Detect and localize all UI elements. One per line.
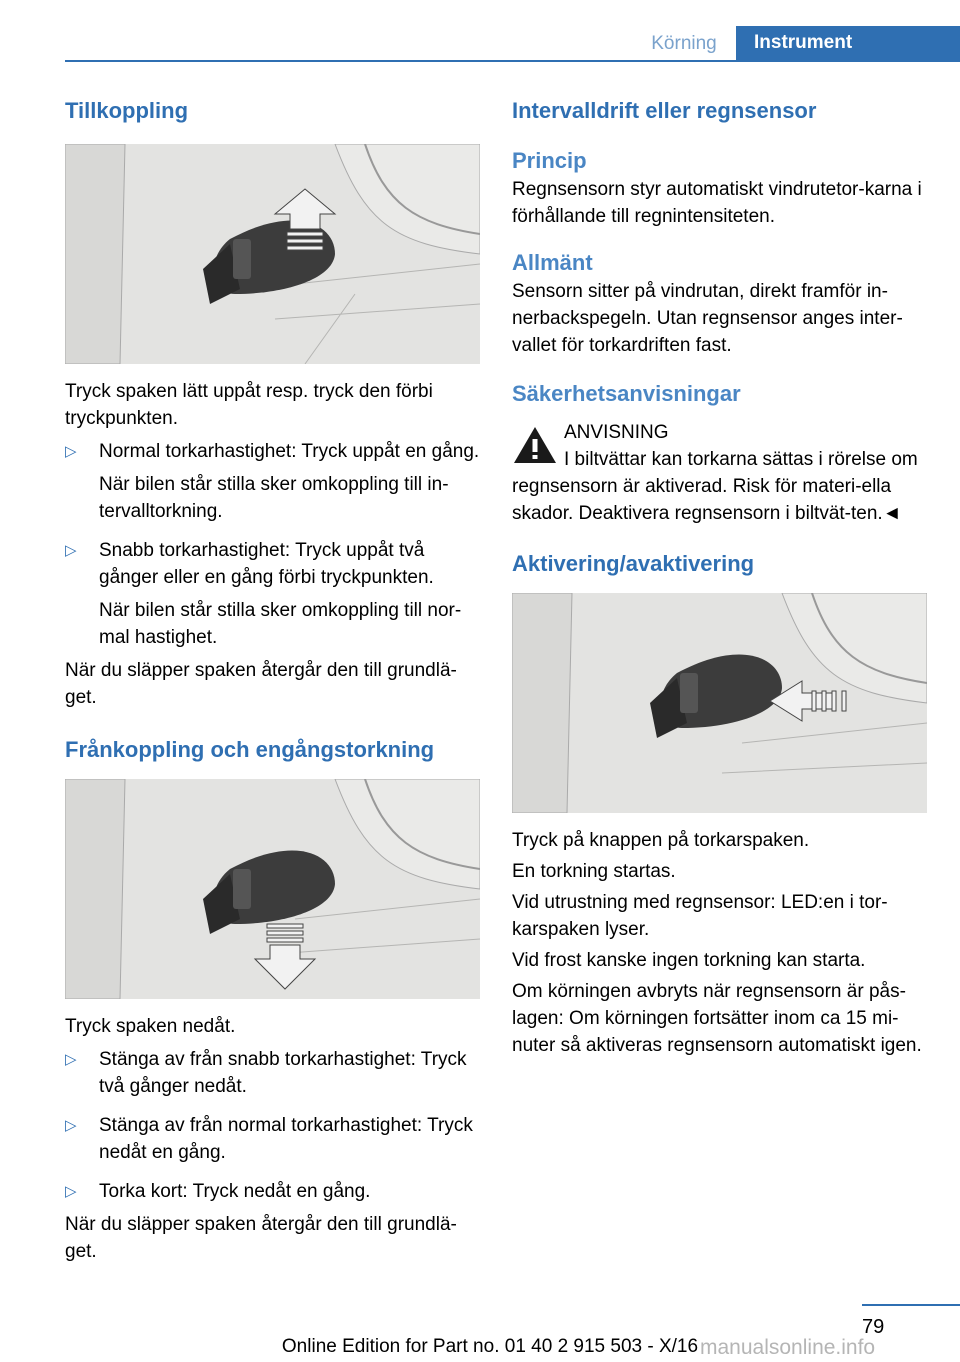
page-number: 79 — [862, 1316, 885, 1338]
page-header — [0, 0, 960, 62]
wiper-lever-down-illustration — [65, 779, 480, 999]
heading-aktivering: Aktivering/avaktivering — [512, 551, 755, 576]
heading-sakerhet: Säkerhetsanvisningar — [512, 381, 741, 406]
text-princip: Regnsensorn styr automatiskt vindrutetor-karna i förhållande till regnintensiteten. — [512, 179, 922, 227]
list-item-text: Stänga av från snabb torkarhastighet: Tryck två gånger nedåt. — [99, 1049, 467, 1097]
header-rule — [65, 60, 960, 62]
left-column — [65, 96, 483, 1265]
outro-frankoppling: När du släpper spaken återgår den till grundlä-get. — [65, 1214, 457, 1262]
triangle-right-icon: ▷ — [65, 1051, 77, 1068]
right-column — [512, 96, 930, 1059]
tab-instrument[interactable]: Instrument — [736, 26, 960, 60]
list-item-text: Normal torkarhastighet: Tryck uppåt en gång. — [99, 441, 480, 462]
wiper-button-illustration — [512, 593, 927, 813]
list-item — [65, 438, 483, 525]
heading-intervalldrift: Intervalldrift eller regnsensor — [512, 98, 817, 123]
warning-triangle-icon — [512, 425, 558, 465]
list-item — [65, 1112, 483, 1166]
triangle-right-icon: ▷ — [65, 443, 77, 460]
tab-korning[interactable]: Körning — [651, 33, 717, 54]
figure-lever-up — [65, 144, 480, 364]
wiper-lever-up-illustration — [65, 144, 480, 364]
list-tillkoppling — [65, 438, 483, 651]
outro-tillkoppling: När du släpper spaken återgår den till grundlä-get. — [65, 660, 457, 708]
warning-text: I biltvättar kan torkarna sättas i rörelse om regnsensorn är aktiverad. Risk för materi-ella skador. Deaktivera regnsensorn i biltvät-ten.◄ — [512, 449, 918, 524]
triangle-right-icon: ▷ — [65, 1117, 77, 1134]
aktivering-text-1: Tryck på knappen på torkarspaken. — [512, 830, 810, 851]
triangle-right-icon: ▷ — [65, 542, 77, 559]
warning-box — [512, 419, 930, 527]
edition-footer: Online Edition for Part no. 01 40 2 915 503 - X/16 — [281, 1336, 699, 1357]
aktivering-text-5: Om körningen avbryts när regnsensorn är pås-lagen: Om körningen fortsätter inom ca 15 mi-nuter så aktiveras regnsensorn automatiskt igen. — [512, 981, 922, 1056]
intro-frankoppling: Tryck spaken nedåt. — [65, 1016, 236, 1037]
warning-title: ANVISNING — [564, 422, 669, 443]
text-allmant: Sensorn sitter på vindrutan, direkt framför in-nerbackspegeln. Utan regnsensor anges inter-vallet för torkardriften fast. — [512, 281, 903, 356]
list-frankoppling — [65, 1046, 483, 1205]
list-item-note: När bilen står stilla sker omkoppling till nor-mal hastighet. — [99, 600, 462, 648]
triangle-right-icon: ▷ — [65, 1183, 77, 1200]
heading-allmant: Allmänt — [512, 250, 593, 275]
heading-tillkoppling: Tillkoppling — [65, 98, 189, 123]
footer-rule — [862, 1304, 960, 1306]
list-item-text: Snabb torkarhastighet: Tryck uppåt två gånger eller en gång förbi tryckpunkten. — [99, 540, 434, 588]
heading-princip: Princip — [512, 148, 587, 173]
list-item — [65, 1046, 483, 1100]
list-item-note: När bilen står stilla sker omkoppling till in-tervalltorkning. — [99, 474, 449, 522]
aktivering-text-2: En torkning startas. — [512, 861, 676, 882]
figure-lever-button — [512, 593, 927, 813]
list-item-text: Torka kort: Tryck nedåt en gång. — [99, 1181, 371, 1202]
list-item-text: Stänga av från normal torkarhastighet: Tryck nedåt en gång. — [99, 1115, 473, 1163]
figure-lever-down — [65, 779, 480, 999]
aktivering-text-4: Vid frost kanske ingen torkning kan starta. — [512, 950, 866, 971]
list-item — [65, 537, 483, 651]
aktivering-text-3: Vid utrustning med regnsensor: LED:en i tor-karspaken lyser. — [512, 892, 888, 940]
list-item — [65, 1178, 483, 1205]
watermark: manualsonline.info — [700, 1336, 876, 1359]
heading-frankoppling: Frånkoppling och engångstorkning — [65, 737, 435, 762]
intro-tillkoppling: Tryck spaken lätt uppåt resp. tryck den förbi tryckpunkten. — [65, 381, 433, 429]
